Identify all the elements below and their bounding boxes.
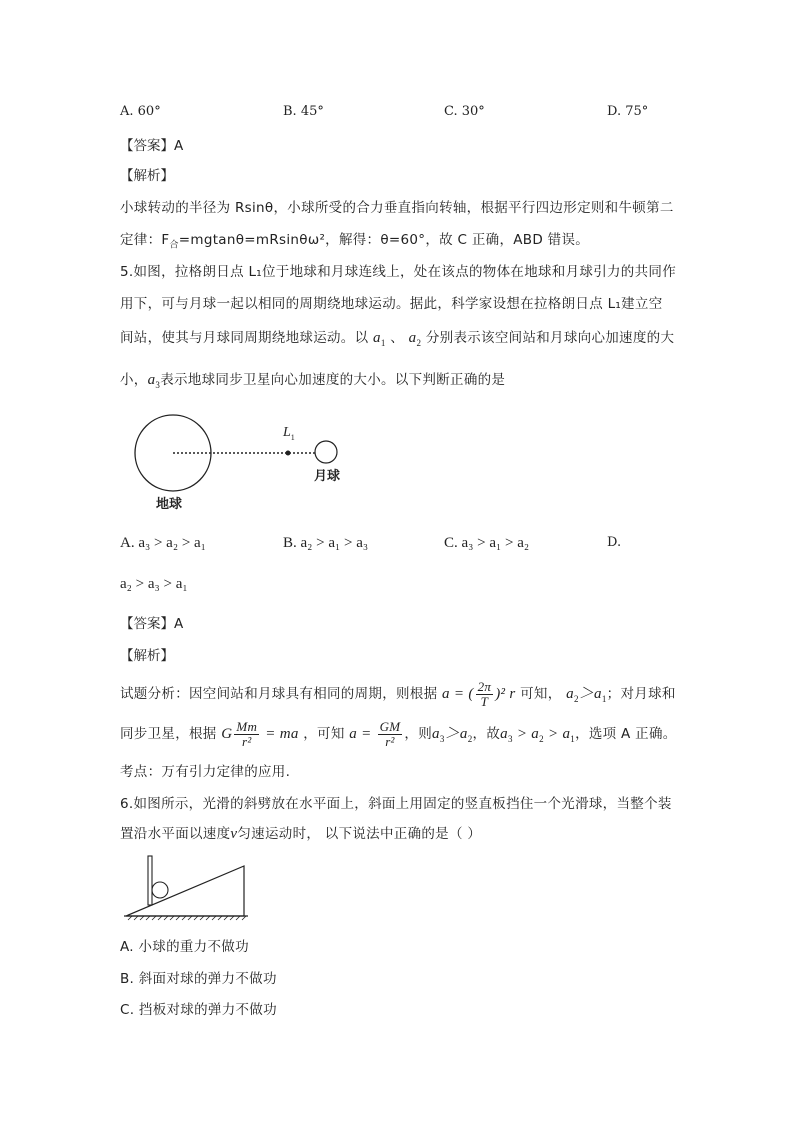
answer-value: A bbox=[174, 616, 184, 632]
text: 定律：F bbox=[120, 232, 170, 248]
answer-value: A bbox=[174, 138, 184, 154]
q5-line2: 用下，可与月球一起以相同的周期绕地球运动。据此，科学家设想在拉格朗日点 L₁建立空 bbox=[120, 296, 663, 312]
earth-label: 地球 bbox=[156, 497, 183, 512]
q6-line1: 6.如图所示，光滑的斜劈放在水平面上，斜面上用固定的竖直板挡住一个光滑球，当整个装 bbox=[120, 796, 672, 812]
text: 间站，使其与月球同周期绕地球运动。以 bbox=[120, 330, 369, 346]
text: 表示地球同步卫星向心加速度的大小。以下判断正确的是 bbox=[160, 372, 506, 388]
q5-option-d: D. bbox=[607, 535, 622, 550]
text: 分别表示该空间站和月球向心加速度的大 bbox=[425, 330, 675, 346]
q4-option-b: B. 45° bbox=[283, 104, 324, 119]
var-v: v bbox=[230, 826, 238, 842]
formula-gravity: G $\frac{Mm}{\text{r²}}$ = ma bbox=[221, 719, 299, 749]
q5-analysis-line1 bbox=[120, 680, 676, 709]
text: 小， bbox=[120, 372, 148, 388]
text: 同步卫星，根据 bbox=[120, 725, 217, 742]
text: 、 bbox=[390, 330, 405, 346]
var-a2: $a_2$ bbox=[408, 330, 422, 348]
q4-option-a: A. 60° bbox=[120, 104, 161, 119]
q5-kaodian: 考点：万有引力定律的应用. bbox=[120, 764, 291, 780]
text: =mgtanθ=mRsinθω²，解得：θ=60°，故 C 正确，ABD 错误。 bbox=[178, 232, 590, 248]
text: 置沿水平面以速度 bbox=[120, 826, 231, 842]
moon-circle bbox=[315, 441, 337, 463]
q5-line1: 5.如图，拉格朗日点 L₁位于地球和月球连线上，处在该点的物体在地球和月球引力的共同作 bbox=[120, 264, 677, 280]
subscript: 合 bbox=[169, 240, 179, 251]
text: 试题分析：因空间站和月球具有相同的周期，则根据 bbox=[120, 685, 438, 702]
ineq-a2-a1: $a_2>a_1$ bbox=[566, 685, 607, 704]
q5-option-d-expr: a₂ > a₃ > a₁ bbox=[120, 576, 188, 592]
var-a3: $a_3$ bbox=[147, 372, 161, 390]
vertical-board bbox=[148, 856, 152, 905]
text: 匀速运动时， 以下说法中正确的是（ ） bbox=[237, 826, 482, 842]
var-a1: $a_1$ bbox=[373, 330, 386, 348]
q4-option-c: C. 30° bbox=[444, 104, 485, 119]
ineq-result: $a_3 > a_2 > a_1$ bbox=[500, 725, 576, 744]
ineq-a3-a2: $a_3>a_2$ bbox=[432, 725, 473, 744]
q4-option-d: D. 75° bbox=[607, 104, 649, 119]
q6-option-a: A. 小球的重力不做功 bbox=[120, 939, 249, 955]
q5-analysis-line2 bbox=[120, 720, 677, 749]
text: ；对月球和 bbox=[606, 685, 676, 702]
answer-label: 【答案】 bbox=[120, 138, 174, 154]
q5-option-c: C. a₃ > a₁ > a₂ bbox=[444, 535, 530, 551]
q6-line2 bbox=[120, 822, 481, 843]
text: ，可知 bbox=[303, 725, 345, 742]
l1-label: $L_1$ bbox=[283, 425, 295, 442]
l1-point bbox=[286, 451, 291, 456]
wedge bbox=[126, 866, 244, 916]
formula-accel: a = $\frac{GM}{\text{r²}}$ bbox=[349, 719, 401, 749]
q5-line4 bbox=[120, 368, 505, 390]
q4-analysis-line2 bbox=[120, 228, 589, 251]
q5-analysis-label: 【解析】 bbox=[120, 648, 174, 664]
answer-label: 【答案】 bbox=[120, 616, 174, 632]
formula-period: a = ( $\frac{2\pi}{T}$ )² r bbox=[442, 679, 516, 709]
q6-option-c: C. 挡板对球的弹力不做功 bbox=[120, 1002, 277, 1018]
q5-option-b: B. a₂ > a₁ > a₃ bbox=[283, 535, 369, 551]
q4-answer bbox=[120, 134, 183, 154]
text: ，选项 A 正确。 bbox=[575, 725, 677, 742]
incline-diagram bbox=[120, 852, 260, 932]
text: 可知， bbox=[520, 685, 562, 702]
q5-option-a: A. a₃ > a₂ > a₁ bbox=[120, 535, 206, 551]
ball bbox=[152, 882, 168, 898]
q5-line3 bbox=[120, 326, 674, 348]
moon-label: 月球 bbox=[314, 469, 341, 484]
q5-answer bbox=[120, 612, 183, 632]
text: ，则 bbox=[404, 725, 432, 742]
q4-analysis-label: 【解析】 bbox=[120, 168, 174, 184]
q4-analysis-line1: 小球转动的半径为 Rsinθ，小球所受的合力垂直指向转轴，根据平行四边形定则和牛顿第二 bbox=[120, 200, 674, 216]
text: ，故 bbox=[472, 725, 501, 742]
q6-option-b: B. 斜面对球的弹力不做功 bbox=[120, 971, 277, 987]
